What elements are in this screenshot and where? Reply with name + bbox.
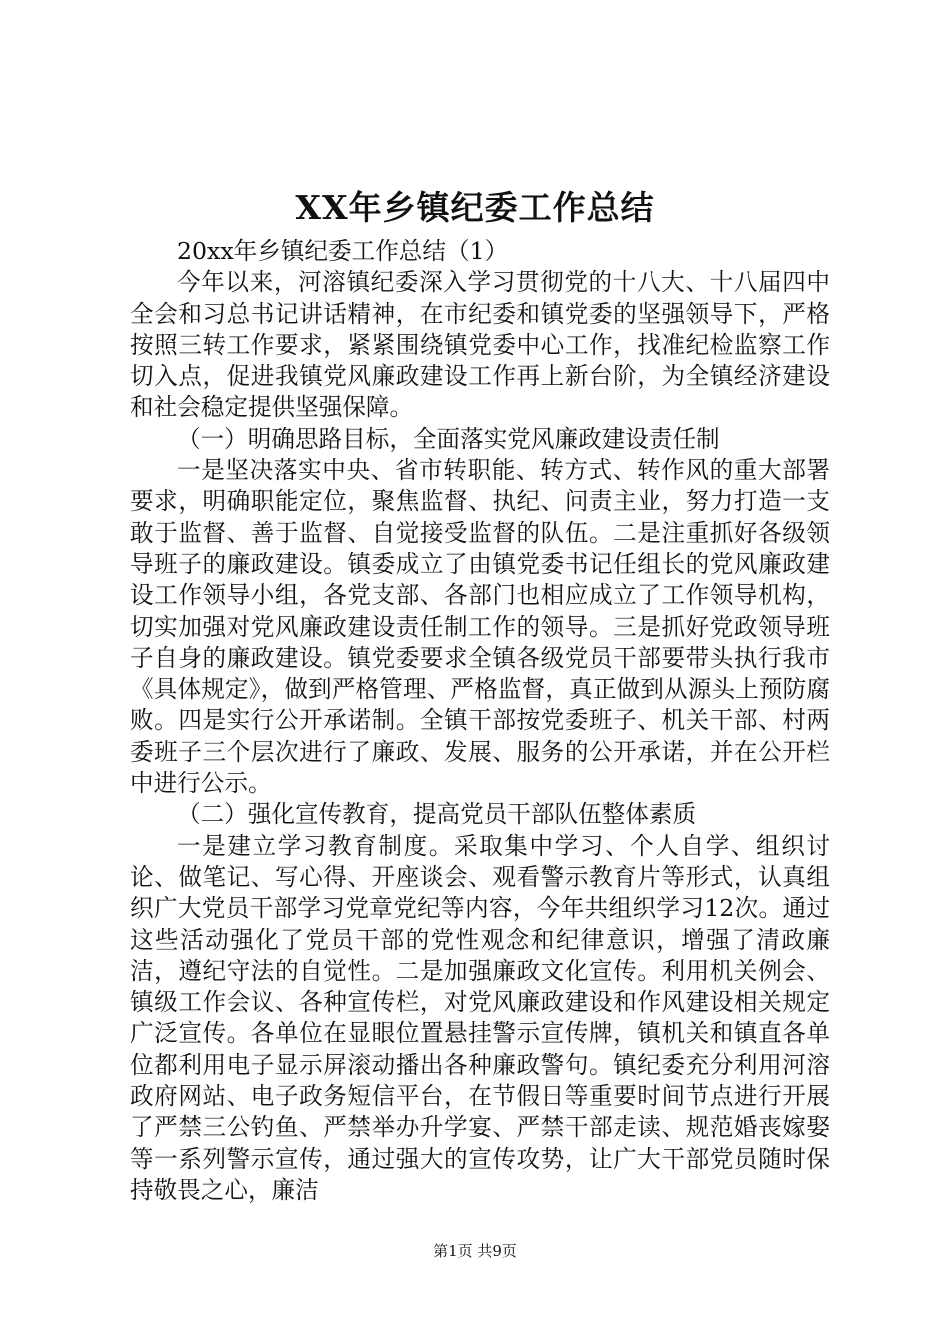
page-number-footer: 第1页 共9页 [433,1242,517,1260]
document-subtitle: 20xx年乡镇纪委工作总结（1） [177,237,509,265]
section-heading-1: （一）明确思路目标，全面落实党风廉政建设责任制 [177,424,720,453]
document-title: XX年乡镇纪委工作总结 [295,188,655,227]
paragraph-intro: 今年以来，河溶镇纪委深入学习贯彻党的十八大、十八届四中全会和习总书记讲话精神，在市纪委和镇党委的坚强领导下，严格按照三转工作要求，紧紧围绕镇党委中心工作，找准纪检监察工作切入点，促进我镇党风廉政建设工作再上新台阶，为全镇经济建设和社会稳定提供坚强保障。 [130,268,830,422]
paragraph-section-2: 一是建立学习教育制度。采取集中学习、个人自学、组织讨论、做笔记、写心得、开座谈会、观看警示教育片等形式，认真组织广大党员干部学习党章党纪等内容，今年共组织学习12次。通过这些活动强化了党员干部的党性观念和纪律意识，增强了清政廉洁，遵纪守法的自觉性。二是加强廉政文化宣传。利用机关例会、镇级工作会议、各种宣传栏，对党风廉政建设和作风建设相关规定广泛宣传。各单位在显眼位置悬挂警示宣传牌，镇机关和镇直各单位都利用电子显示屏滚动播出各种廉政警句。镇纪委充分利用河溶政府网站、电子政务短信平台，在节假日等重要时间节点进行开展了严禁三公钓鱼、严禁举办升学宴、严禁干部走读、规范婚丧嫁娶等一系列警示宣传，通过强大的宣传攻势，让广大干部党员随时保持敬畏之心，廉洁 [130,831,830,1204]
paragraph-section-1: 一是坚决落实中央、省市转职能、转方式、转作风的重大部署要求，明确职能定位，聚焦监督、执纪、问责主业，努力打造一支敢于监督、善于监督、自觉接受监督的队伍。二是注重抓好各级领导班子的廉政建设。镇委成立了由镇党委书记任组长的党风廉政建设工作领导小组，各党支部、各部门也相应成立了工作领导机构，切实加强对党风廉政建设责任制工作的领导。三是抓好党政领导班子自身的廉政建设。镇党委要求全镇各级党员干部要带头执行我市《具体规定》，做到严格管理、严格监督，真正做到从源头上预防腐败。四是实行公开承诺制。全镇干部按党委班子、机关干部、村两委班子三个层次进行了廉政、发展、服务的公开承诺，并在公开栏中进行公示。 [130,456,830,798]
document-body [130,236,830,1206]
section-heading-2: （二）强化宣传教育，提高党员干部队伍整体素质 [177,800,697,829]
